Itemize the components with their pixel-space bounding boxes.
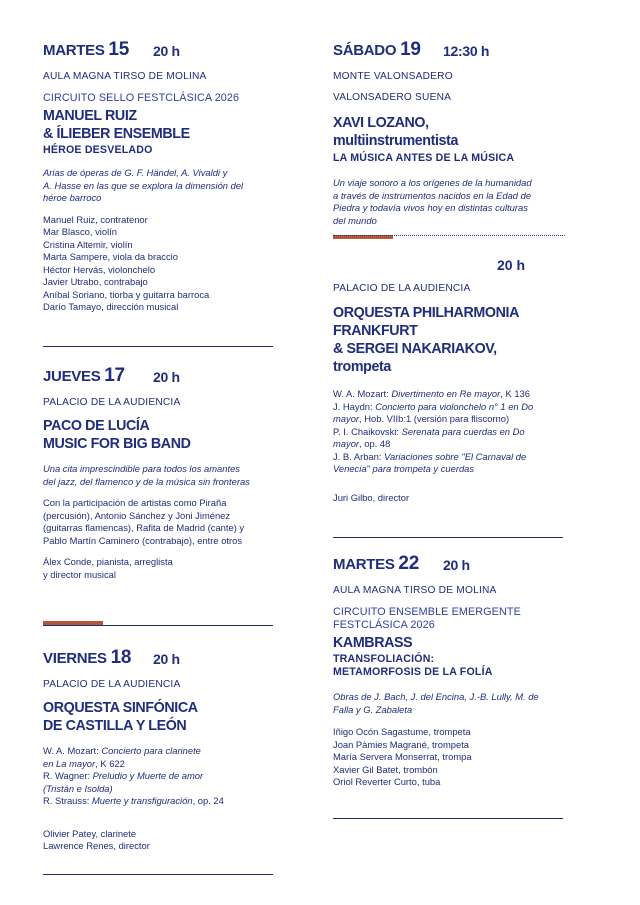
composer: J. B. Arban: [333, 450, 385, 462]
performer: Javier Utrabo, contrabajo [43, 276, 148, 287]
program-line [333, 413, 565, 426]
description-line: Obras de J. Bach, J. del Encina, J.-B. Lully, M. de [333, 691, 539, 702]
description-line: a través de instrumentos nacidos en la Edad de [333, 189, 532, 201]
event-title-line-3: & SERGEI NAKARIAKOV, [333, 340, 497, 357]
event-circuit-line-1: CIRCUITO ENSEMBLE EMERGENTE [333, 606, 521, 618]
event-viernes-18 [43, 648, 275, 853]
event-venue: PALACIO DE LA AUDIENCIA [43, 679, 181, 690]
performer: Iñigo Ocón Sagastume, trompeta [333, 726, 471, 737]
work-detail: , K 136 [500, 388, 530, 399]
performer: Darío Tamayo, dirección musical [43, 301, 179, 312]
event-title-line-2: DE CASTILLA Y LEÓN [43, 717, 187, 734]
work: Preludio y Muerte de amor [92, 770, 204, 781]
event-jueves-17 [43, 366, 275, 581]
description-line: Arias de óperas de G. F. Händel, A. Vivaldi y [43, 167, 228, 178]
work: Variaciones sobre "El Carnaval de [384, 450, 527, 462]
composer: W. A. Mozart: [43, 745, 102, 756]
composer: W. A. Mozart: [333, 388, 392, 399]
work: Divertimento en Re mayor [391, 388, 501, 399]
work: Concierto para clarinete [101, 745, 201, 756]
event-performers [43, 214, 275, 314]
composer: R. Strauss: [43, 795, 92, 806]
event-title-line-1: ORQUESTA PHILHARMONIA [333, 304, 519, 321]
event-director: Juri Gilbo, director [333, 491, 410, 503]
performer: (percusión), Antonio Sánchez y Joni Jiménez [43, 509, 231, 521]
event-sabado-19-evening [333, 282, 565, 504]
divider-line [43, 874, 273, 875]
event-venue: MONTE VALONSADERO [333, 71, 453, 82]
event-performers [43, 497, 275, 547]
event-description [333, 691, 565, 716]
event-title-line-4: trompeta [333, 358, 391, 375]
event-date [43, 648, 275, 668]
program-line [43, 770, 275, 783]
program-line [333, 463, 565, 476]
event-title-line-2: MUSIC FOR BIG BAND [43, 435, 191, 452]
performer: (guitarras flamencas), Rafita de Madrid (cante) y [43, 522, 245, 533]
event-title-line-1: PACO DE LUCÍA [43, 417, 150, 434]
work-detail: , op. 48 [359, 438, 391, 449]
event-time: 20 h [443, 557, 470, 573]
event-circuit: CIRCUITO SELLO FESTCLÁSICA 2026 [43, 92, 240, 104]
event-day-number: 18 [110, 647, 132, 668]
work: mayor [333, 438, 360, 449]
performer: Cristina Altemir, violín [43, 238, 133, 250]
event-time: 20 h [153, 43, 180, 59]
event-series: VALONSADERO SUENA [333, 92, 452, 103]
description-line: A. Hasse en las que se explora la dimensión del [43, 179, 244, 191]
event-subtitle-line-1: TRANSFOLIACIÓN: [333, 653, 435, 665]
event-circuit-line-2: FESTCLÁSICA 2026 [333, 619, 435, 631]
work-detail: , K 622 [95, 757, 125, 769]
program-line [333, 451, 565, 464]
program-line [43, 795, 275, 808]
performer: Con la participación de artistas como Piraña [43, 497, 227, 508]
event-day-number: 17 [104, 365, 125, 386]
event-martes-15 [43, 40, 275, 314]
work-detail: , Hob. VIIb:1 (versión para fliscorno) [359, 413, 510, 424]
event-director [43, 556, 275, 581]
event-date [43, 40, 275, 60]
event-subtitle-line-2: METAMORFOSIS DE LA FOLÍA [333, 666, 493, 678]
event-time: 20 h [153, 651, 180, 667]
divider-line [333, 537, 563, 538]
event-performers [43, 828, 275, 853]
event-venue: AULA MAGNA TIRSO DE MOLINA [333, 585, 497, 596]
event-description [43, 463, 275, 488]
event-day: SÁBADO [333, 42, 397, 59]
event-title-line-1: MANUEL RUIZ [43, 107, 137, 124]
divider-line [43, 625, 273, 626]
performer: Mar Blasco, violín [43, 226, 117, 237]
event-subtitle: HÉROE DESVELADO [43, 144, 153, 156]
event-time: 20 h [153, 369, 180, 385]
description-line: héroe barroco [43, 192, 102, 203]
performer: Héctor Hervás, violonchelo [43, 263, 156, 275]
event-venue: AULA MAGNA TIRSO DE MOLINA [43, 71, 207, 82]
performer: Joan Pàmies Magrané, trompeta [333, 738, 470, 750]
event-venue: PALACIO DE LA AUDIENCIA [333, 283, 471, 294]
event-day-number: 22 [398, 553, 419, 574]
description-line: del jazz, del flamenco y de la música sin fronteras [43, 475, 250, 487]
composer: P. I. Chaikovski: [333, 425, 402, 437]
description-line: Piedra y todavía vivos hoy en distintas culturas [333, 202, 528, 213]
event-title-line-1: KAMBRASS [333, 634, 413, 651]
event-martes-22 [333, 554, 565, 789]
event-program [43, 745, 275, 808]
event-description [333, 177, 565, 227]
work: Concierto para violonchelo n° 1 en Do [375, 400, 534, 412]
description-line: del mundo [333, 214, 377, 226]
work: Serenata para cuerdas en Do [401, 425, 525, 437]
performer: Oriol Reverter Curto, tuba [333, 776, 441, 787]
event-day: VIERNES [43, 650, 107, 667]
program-line [43, 758, 275, 771]
description-line: Una cita imprescindible para todos los amantes [43, 463, 240, 474]
composer: J. Haydn: [333, 400, 376, 412]
description-line: Falla y G. Zabaleta [333, 703, 413, 715]
director-line: y director musical [43, 568, 116, 580]
event-date [43, 366, 275, 386]
work: (Tristán e Isolda) [43, 782, 113, 794]
performer: Xavier Gil Batet, trombón [333, 763, 438, 775]
event-date [333, 40, 565, 60]
work: en La mayor [43, 757, 96, 769]
event-day-number: 15 [108, 39, 129, 60]
event-program [333, 388, 565, 476]
performer: Manuel Ruiz, contratenor [43, 213, 148, 225]
performer: Pablo Martín Caminero (contrabajo), entre otros [43, 534, 243, 546]
event-title-line-2: FRANKFURT [333, 322, 418, 339]
event-day: MARTES [43, 42, 105, 59]
divider-dotted-line [333, 235, 565, 236]
work-detail: , op. 24 [192, 795, 224, 806]
work: Muerte y transfiguración [91, 795, 193, 806]
program-line [333, 401, 565, 414]
work: Venecia" para trompeta y cuerdas [333, 463, 475, 474]
performer: María Servera Monserrat, trompa [333, 751, 472, 762]
event-performers [333, 726, 565, 789]
event-title-line-1: XAVI LOZANO, multiinstrumentista [333, 114, 459, 149]
event-day-number: 19 [400, 39, 421, 60]
program-line [333, 426, 565, 439]
composer: R. Wagner: [43, 770, 93, 781]
event-venue: PALACIO DE LA AUDIENCIA [43, 397, 181, 408]
program-line [43, 745, 275, 758]
event-title-line-2: & ÍLIEBER ENSEMBLE [43, 125, 190, 142]
divider-line [333, 818, 563, 819]
event-sabado-19 [333, 40, 565, 227]
event-day: JUEVES [43, 368, 101, 385]
work: mayor [333, 413, 360, 424]
description-line: Un viaje sonoro a los orígenes de la humanidad [333, 177, 532, 188]
director-line: Álex Conde, pianista, arreglista [43, 556, 173, 567]
performer: Lawrence Renes, director [43, 840, 150, 851]
performer: Olivier Patey, clarinete [43, 827, 137, 839]
program-line [333, 388, 565, 401]
performer: Marta Sampere, viola da braccio [43, 251, 178, 262]
divider-line [43, 346, 273, 347]
event-title-line-1: ORQUESTA SINFÓNICA [43, 699, 198, 716]
event-subtitle: LA MÚSICA ANTES DE LA MÚSICA [333, 152, 515, 164]
program-line [333, 438, 565, 451]
event-time: 20 h [497, 257, 526, 273]
event-time: 12:30 h [443, 43, 490, 59]
program-line [43, 783, 275, 796]
event-day: MARTES [333, 556, 395, 573]
event-description [43, 167, 275, 205]
performer: Aníbal Soriano, tiorba y guitarra barroca [43, 288, 210, 300]
event-date [333, 554, 565, 574]
